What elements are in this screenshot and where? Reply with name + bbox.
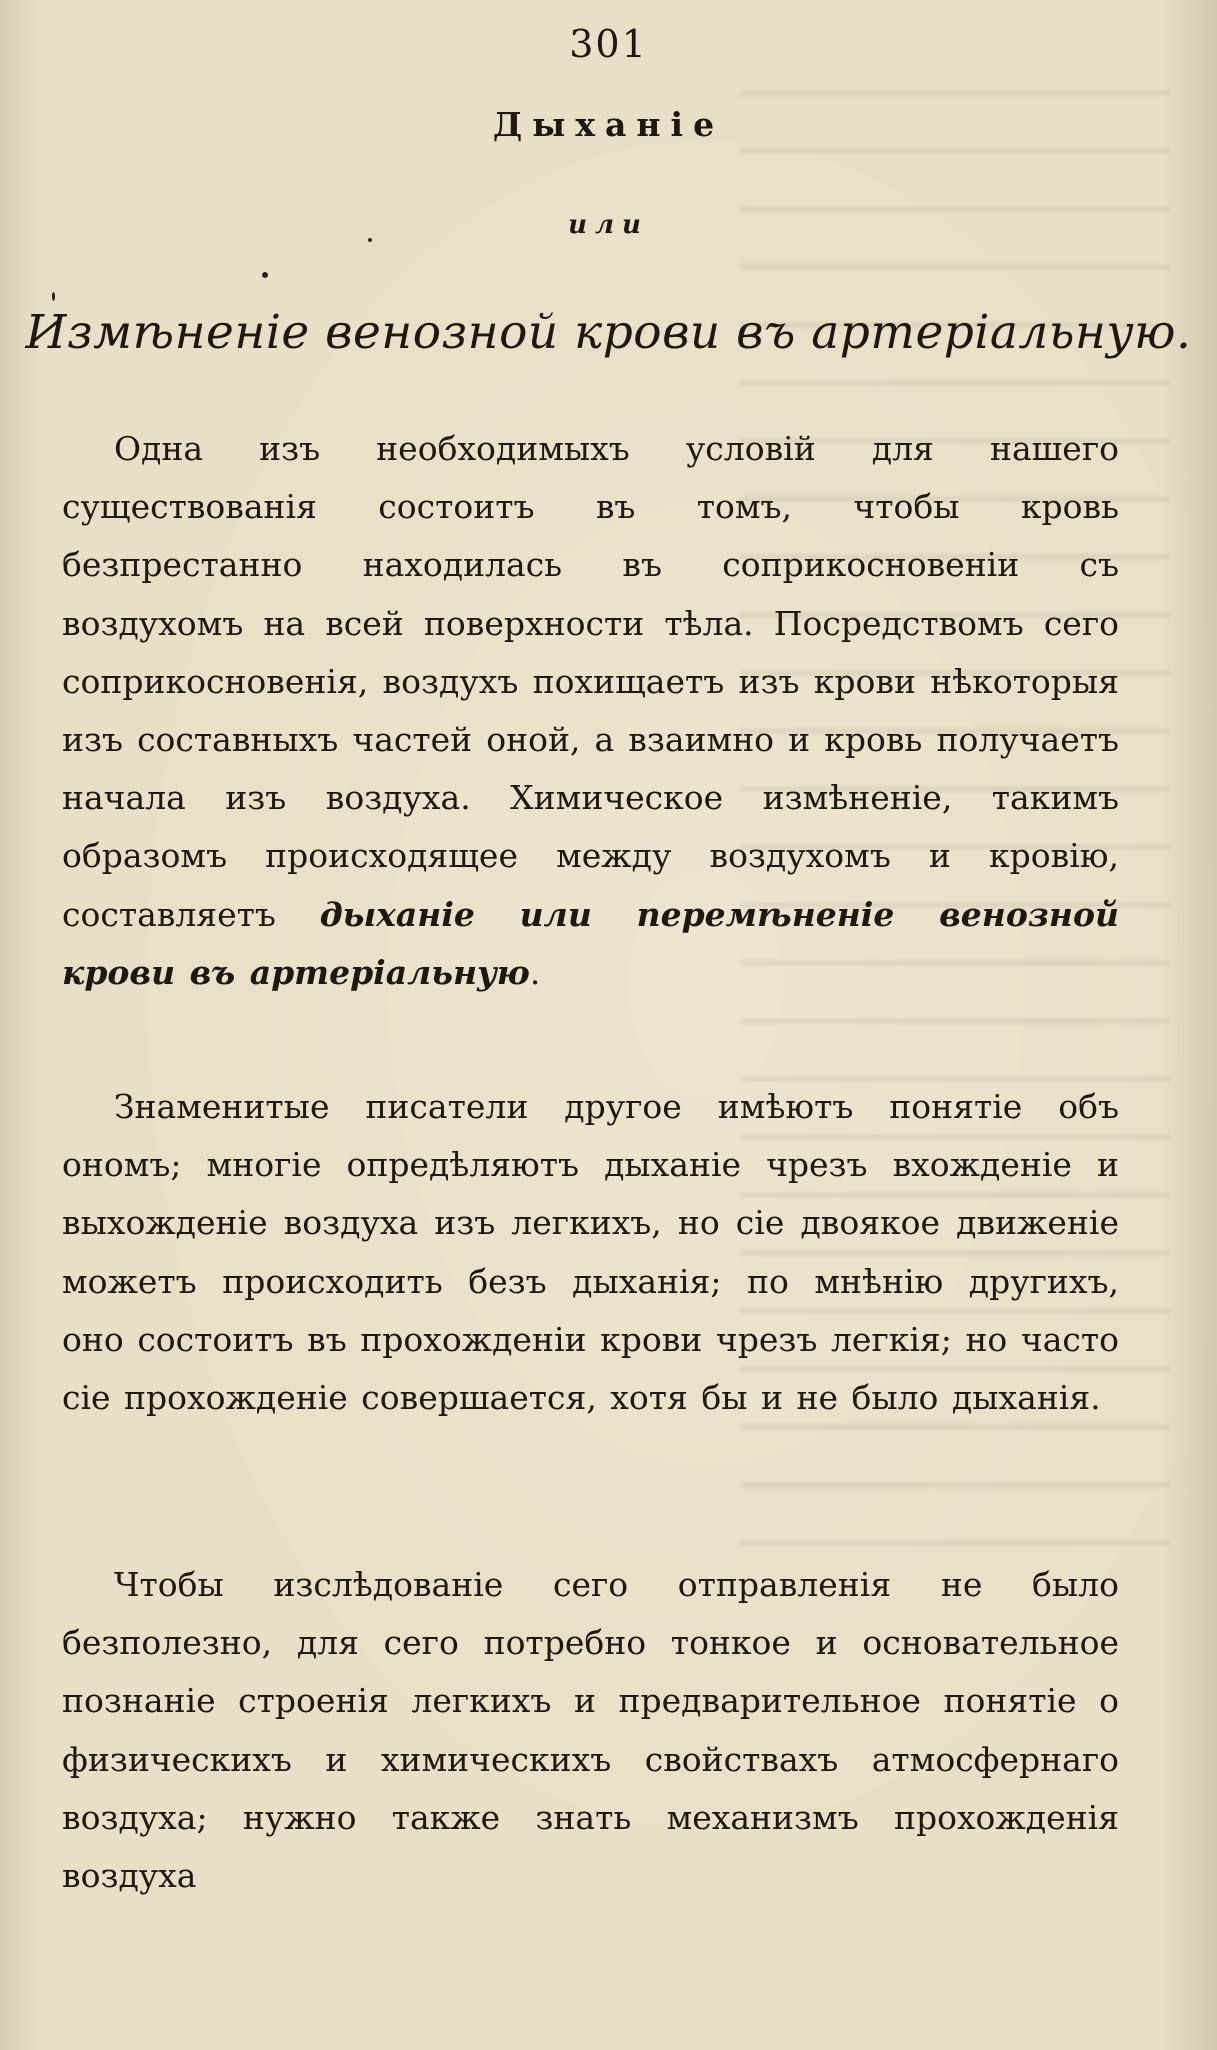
paragraph-3: Чтобы изслѣдованiе сего отправленiя не было безполезно, для сего потребно тонкое и основательное познанiе строенiя легкихъ и предварительное понятiе о физическихъ и химическихъ свойствахъ атмосфернаго воздуха; нужно также знать механизмъ прохожденiя воздуха	[62, 1565, 1119, 1896]
paragraph-1-text: Одна изъ необходимыхъ условiй для нашего существованiя состоитъ въ томъ, чтобы кровь безпрестанно находилась въ соприкосновенiи съ воздухомъ на всей поверхности тѣла. Посредствомъ сего соприкосновенiя, воздухъ похищаетъ изъ крови нѣкоторыя изъ составныхъ частей оной, а взаимно и кровь получаетъ начала изъ воздуха. Химическое измѣненiе, такимъ образомъ происходящее между воздухомъ и кровiю, составляетъ	[62, 429, 1119, 934]
ink-speck	[262, 272, 268, 278]
paragraph-1-emphasis: дыханiе или перемѣненiе венозной крови въ артерiальную	[62, 894, 1119, 992]
page-number: 301	[569, 22, 648, 66]
chapter-subtitle: Измѣненiе венозной крови въ артерiальную.	[25, 305, 1192, 360]
ink-speck	[52, 292, 55, 301]
heading-conjunction: или	[568, 210, 649, 240]
paragraph-1-end: .	[529, 952, 541, 992]
chapter-heading: Дыханiе	[492, 105, 725, 144]
ink-speck	[368, 238, 372, 242]
paragraph-2: Знаменитые писатели другое имѣютъ понятiе объ ономъ; многiе опредѣляютъ дыханiе чрезъ вхожденiе и выхожденiе воздуха изъ легкихъ, но сiе двоякое движенiе можетъ происходить безъ дыханiя; по мнѣнiю другихъ, оно состоитъ въ прохожденiи крови чрезъ легкiя; но часто сiе прохожденiе совершается, хотя бы и не было дыханiя.	[62, 1087, 1119, 1418]
paragraph-1	[62, 420, 1119, 1002]
